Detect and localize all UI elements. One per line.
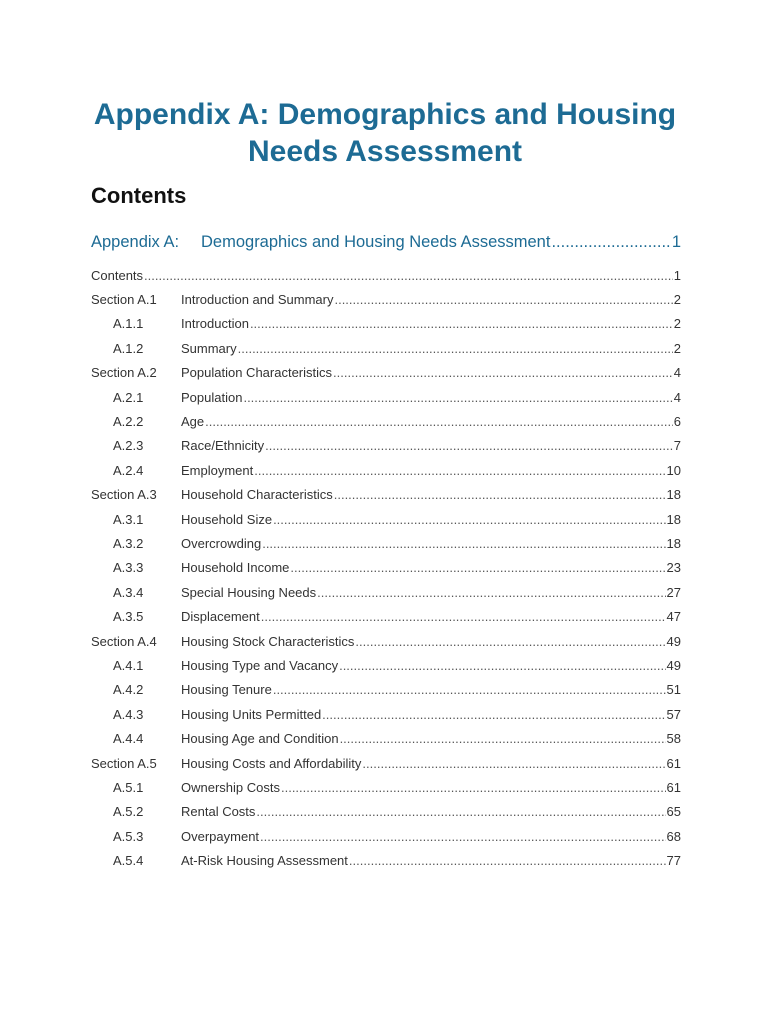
- toc-entry-label: Special Housing Needs: [181, 584, 317, 600]
- toc-dot-leader: [260, 829, 665, 844]
- toc-entry-label: Household Size: [181, 511, 273, 527]
- toc-entry-label: Contents: [91, 268, 144, 283]
- toc-dot-leader: [334, 292, 672, 307]
- toc-dot-leader: [254, 463, 665, 478]
- toc-entry-number: A.1.1: [113, 316, 144, 332]
- toc-entry-page-number: 18: [666, 511, 681, 527]
- toc-entry-page-number: 4: [673, 389, 681, 405]
- toc-entry-label: Rental Costs: [181, 804, 256, 820]
- toc-entry-number: A.2.3: [113, 438, 144, 454]
- toc-entry[interactable]: [91, 512, 681, 527]
- toc-entry-label: At-Risk Housing Assessment: [181, 853, 348, 869]
- toc-entry[interactable]: [91, 682, 681, 697]
- toc-entry[interactable]: [91, 365, 681, 380]
- toc-dot-leader: [273, 682, 666, 697]
- toc-entry-label: Introduction and Summary: [181, 292, 334, 307]
- toc-entry-label: Population Characteristics: [181, 365, 333, 381]
- toc-entry[interactable]: [91, 585, 681, 600]
- toc-entry-number: A.4.1: [113, 658, 144, 673]
- toc-dot-leader: [265, 438, 673, 453]
- toc-entry-label: Housing Stock Characteristics: [181, 633, 355, 649]
- toc-entry[interactable]: [91, 268, 681, 283]
- toc-entry-label: Household Characteristics: [181, 487, 333, 503]
- toc-entry-label: Housing Costs and Affordability: [181, 755, 362, 771]
- toc-dot-leader: [256, 804, 665, 819]
- toc-entry-page-number: 65: [666, 804, 681, 820]
- toc-entry-label: Ownership Costs: [181, 780, 280, 795]
- toc-entry-number: A.5.1: [113, 780, 144, 795]
- title-line-1: Appendix A: Demographics and Housing: [93, 98, 677, 131]
- toc-dot-leader: [262, 536, 665, 551]
- toc-dot-leader: [250, 316, 673, 331]
- toc-entry-page-number: 49: [666, 658, 681, 673]
- toc-entry[interactable]: [91, 804, 681, 819]
- toc-entry-page-number: 57: [666, 706, 681, 722]
- toc-entry[interactable]: [91, 780, 681, 795]
- toc-entry[interactable]: [91, 829, 681, 844]
- toc-entry-number: A.2.4: [113, 462, 144, 478]
- toc-entry-number: A.3.1: [113, 511, 144, 527]
- toc-dot-leader: [273, 512, 665, 527]
- toc-entry[interactable]: [91, 707, 681, 722]
- toc-entry-page-number: 58: [666, 731, 681, 747]
- toc-entry-label: Summary: [181, 340, 237, 356]
- toc-entry-page-number: 10: [666, 462, 681, 478]
- toc-entry-number: A.5.2: [113, 804, 144, 820]
- toc-entry-label: Demographics and Housing Needs Assessment: [201, 233, 551, 251]
- toc-entry-page-number: 6: [673, 414, 681, 429]
- toc-entry-page-number: 2: [673, 292, 681, 307]
- toc-dot-leader: [317, 585, 665, 600]
- page-title: [60, 96, 710, 170]
- toc-entry[interactable]: [91, 536, 681, 551]
- toc-entry-number: A.5.4: [113, 853, 144, 869]
- toc-entry-page-number: 7: [673, 438, 681, 454]
- toc-entry-page-number: 49: [666, 633, 681, 649]
- toc-entry-label: Overcrowding: [181, 536, 262, 551]
- toc-entry-label: Age: [181, 414, 205, 429]
- contents-heading: Contents: [91, 183, 187, 208]
- toc-entry-number: A.3.2: [113, 536, 144, 551]
- toc-entry[interactable]: [91, 463, 681, 478]
- toc-entry-page-number: 18: [666, 536, 681, 551]
- toc-entry[interactable]: [91, 233, 681, 252]
- toc-entry[interactable]: [91, 658, 681, 673]
- toc-entry[interactable]: [91, 341, 681, 356]
- toc-entry[interactable]: [91, 292, 681, 307]
- toc-entry-number: A.5.3: [113, 828, 144, 844]
- toc-entry-number: A.3.5: [113, 609, 144, 625]
- toc-entry-label: Introduction: [181, 316, 249, 332]
- toc-entry-page-number: 1: [671, 233, 681, 251]
- toc-entry-page-number: 1: [673, 268, 681, 283]
- toc-entry-number: A.4.3: [113, 706, 144, 722]
- toc-dot-leader: [349, 853, 666, 868]
- toc-entry-page-number: 2: [673, 340, 681, 356]
- toc-dot-leader: [339, 658, 665, 673]
- toc-entry[interactable]: [91, 756, 681, 771]
- toc-entry-number: A.1.2: [113, 340, 144, 356]
- toc-entry-number: Section A.2: [91, 365, 157, 381]
- toc-entry-number: Section A.4: [91, 633, 157, 649]
- toc-dot-leader: [362, 756, 665, 771]
- toc-entry-page-number: 47: [666, 609, 681, 625]
- toc-entry-label: Employment: [181, 462, 254, 478]
- toc-entry-number: Appendix A:: [91, 233, 180, 251]
- toc-entry[interactable]: [91, 731, 681, 746]
- toc-dot-leader: [551, 233, 670, 252]
- toc-entry-label: Displacement: [181, 609, 260, 625]
- toc-entry-number: A.2.2: [113, 414, 144, 429]
- toc-entry[interactable]: [91, 634, 681, 649]
- toc-dot-leader: [340, 731, 666, 746]
- toc-dot-leader: [290, 560, 665, 575]
- toc-entry[interactable]: [91, 853, 681, 868]
- toc-entry-page-number: 61: [666, 780, 681, 795]
- toc-entry-page-number: 77: [666, 853, 681, 869]
- toc-entry-page-number: 23: [666, 560, 681, 576]
- toc-entry-number: A.4.4: [113, 731, 144, 747]
- toc-entry-label: Race/Ethnicity: [181, 438, 265, 454]
- toc-entry-number: A.4.2: [113, 682, 144, 698]
- toc-entry-number: A.3.3: [113, 560, 144, 576]
- toc-dot-leader: [333, 365, 673, 380]
- toc-entry[interactable]: [91, 560, 681, 575]
- toc-entry-number: A.3.4: [113, 584, 144, 600]
- toc-dot-leader: [144, 268, 673, 283]
- toc-entry-label: Population: [181, 389, 243, 405]
- toc-entry[interactable]: [91, 414, 681, 429]
- toc-entry[interactable]: [91, 316, 681, 331]
- toc-entry-page-number: 4: [673, 365, 681, 381]
- toc-entry-number: A.2.1: [113, 389, 144, 405]
- toc-dot-leader: [243, 390, 672, 405]
- title-line-2: Needs Assessment: [247, 135, 523, 168]
- toc-dot-leader: [281, 780, 666, 795]
- toc-entry[interactable]: [91, 609, 681, 624]
- toc-entry-label: Overpayment: [181, 828, 260, 844]
- toc-dot-leader: [205, 414, 673, 429]
- toc-entry-label: Housing Tenure: [181, 682, 272, 698]
- toc-entry[interactable]: [91, 390, 681, 405]
- toc-dot-leader: [334, 487, 666, 502]
- toc-entry-number: Section A.1: [91, 292, 157, 307]
- toc-entry-page-number: 61: [666, 755, 681, 771]
- toc-entry-number: Section A.5: [91, 755, 157, 771]
- toc-entry-number: Section A.3: [91, 487, 157, 503]
- toc-entry-page-number: 27: [666, 584, 681, 600]
- toc-entry-label: Housing Units Permitted: [181, 706, 322, 722]
- toc-dot-leader: [238, 341, 673, 356]
- toc-dot-leader: [322, 707, 665, 722]
- toc-entry-label: Household Income: [181, 560, 290, 576]
- toc-entry-page-number: 2: [673, 316, 681, 332]
- toc-entry[interactable]: [91, 438, 681, 453]
- toc-entry-page-number: 51: [666, 682, 681, 698]
- toc-entry-page-number: 68: [666, 828, 681, 844]
- toc-entry[interactable]: [91, 487, 681, 502]
- toc-entry-page-number: 18: [666, 487, 681, 503]
- toc-entry-label: Housing Age and Condition: [181, 731, 339, 747]
- toc-dot-leader: [261, 609, 666, 624]
- toc-entry-label: Housing Type and Vacancy: [181, 658, 339, 673]
- toc-dot-leader: [355, 634, 665, 649]
